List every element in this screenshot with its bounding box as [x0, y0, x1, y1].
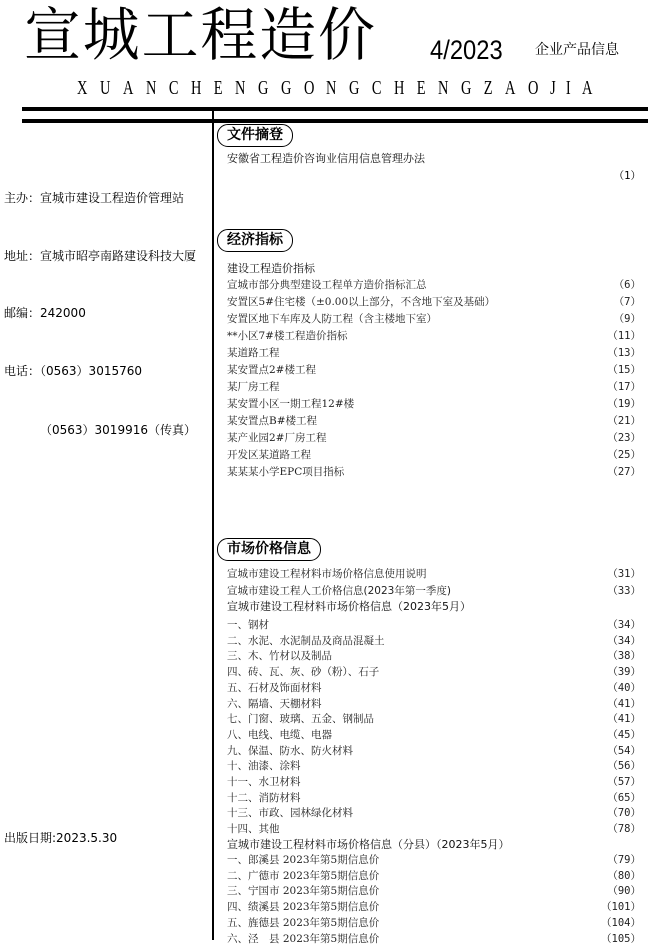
toc-entry[interactable]: [227, 430, 641, 446]
fax-value: （0563）3019916（传真）: [40, 423, 196, 437]
toc-entry[interactable]: [227, 648, 641, 664]
dot-leader: [355, 805, 605, 821]
dot-leader: [376, 711, 605, 727]
toc-entry-title: 十一、水卫材料: [227, 776, 301, 788]
sponsor-value: 宣城市建设工程造价管理站: [40, 191, 185, 205]
toc-entry-title: 宣城市建设工程人工价格信息(2023年第一季度): [227, 584, 451, 597]
toc-entry[interactable]: [227, 790, 641, 806]
dot-leader: [313, 447, 605, 463]
pinyin-letter: E: [213, 77, 223, 99]
toc-entry[interactable]: [227, 680, 641, 696]
toc-page-number: （11）: [607, 330, 641, 342]
masthead-rule-top: [22, 107, 648, 111]
toc-entry[interactable]: [227, 464, 641, 480]
pinyin-letter: C: [168, 77, 179, 99]
toc-entry-title: 一、钢材: [227, 619, 269, 631]
toc-entry-title: 三、木、竹材以及制品: [227, 650, 332, 663]
phone-label: 电话：: [4, 364, 41, 378]
dot-leader: [303, 790, 606, 806]
toc-entry[interactable]: [227, 883, 641, 899]
toc-page-number: （39）: [607, 666, 641, 679]
pinyin-letter: Z: [483, 77, 493, 99]
dot-leader: [355, 743, 605, 759]
toc-entry-title: 开发区某道路工程: [227, 449, 311, 461]
dot-leader: [318, 362, 605, 378]
toc-entry-title: 十、油漆、涂料: [227, 760, 301, 773]
sponsor-info: [4, 190, 184, 206]
toc-page-number: （27）: [607, 466, 641, 478]
postcode-info: [4, 305, 86, 321]
issue-tag: 企业产品信息: [535, 42, 619, 58]
toc-entry[interactable]: [227, 617, 641, 633]
toc-page-number: （78）: [607, 823, 641, 836]
toc-page-number: （38）: [607, 650, 641, 663]
toc-page-number: （57）: [607, 776, 641, 788]
dot-leader: [387, 633, 606, 649]
publish-date-value: 2023.5.30: [56, 831, 118, 845]
toc-entry-title: 某厂房工程: [227, 381, 280, 393]
dot-leader: [381, 852, 605, 868]
toc-entry[interactable]: [227, 758, 641, 774]
dot-leader: [334, 727, 605, 743]
toc-entry[interactable]: [227, 696, 641, 712]
toc-entry-title: 三、宁国市 2023年第5期信息价: [227, 885, 380, 898]
toc-entry[interactable]: [227, 566, 641, 582]
pinyin-letter: N: [438, 77, 449, 99]
pinyin-letter: O: [527, 77, 539, 99]
pinyin-letter: J: [549, 77, 556, 99]
toc-page-number: （41）: [607, 697, 641, 710]
toc-entry-title: 四、绩溪县 2023年第5期信息价: [227, 901, 380, 914]
dot-leader: [429, 566, 606, 582]
toc-page-number: （34）: [607, 634, 641, 647]
phone-value: （0563）3015760: [40, 364, 142, 378]
dot-leader: [319, 413, 605, 429]
pinyin-letter: E: [417, 77, 426, 99]
city-price-heading: 宣城市建设工程材料市场价格信息（2023年5月）: [227, 600, 471, 613]
dot-leader: [303, 774, 606, 790]
toc-entry[interactable]: [227, 633, 641, 649]
dot-leader: [453, 583, 605, 599]
magazine-title: 宣城工程造价: [24, 1, 377, 69]
dot-leader: [328, 430, 605, 446]
publish-date-label: 出版日期:: [4, 831, 57, 845]
toc-entry-title: **小区7#楼工程造价指标: [227, 330, 348, 342]
dot-leader: [324, 680, 606, 696]
toc-entry[interactable]: [227, 727, 641, 743]
toc-entry[interactable]: [227, 447, 641, 463]
address-info: [4, 248, 196, 264]
column-divider: [212, 111, 214, 940]
toc-entry-leader[interactable]: [227, 167, 641, 183]
toc-entry-title: 某安置点2#楼工程: [227, 364, 316, 376]
address-label: 地址：: [4, 249, 41, 263]
toc-page-number: （54）: [607, 744, 641, 757]
toc-entry-title: 某安置小区一期工程12#楼: [227, 398, 355, 410]
toc-entry[interactable]: [227, 413, 641, 429]
dot-leader: [346, 464, 605, 480]
dot-leader: [349, 328, 605, 344]
pinyin-letter: G: [461, 77, 472, 99]
pinyin-letter: I: [566, 77, 571, 99]
toc-page-number: （6）: [613, 279, 641, 291]
pinyin-letter: X: [77, 77, 88, 99]
toc-page-number: （21）: [607, 415, 641, 427]
toc-entry[interactable]: [227, 852, 641, 868]
toc-entry-title: 八、电线、电缆、电器: [227, 728, 332, 741]
toc-entry[interactable]: [227, 277, 641, 293]
toc-entry-title: 四、砖、瓦、灰、砂（粉）、石子: [227, 666, 380, 679]
toc-page-number: （104）: [601, 916, 641, 929]
toc-page-number: （33）: [607, 584, 641, 597]
county-price-heading: 宣城市建设工程材料市场价格信息（分县）（2023年5月）: [227, 838, 510, 851]
dot-leader: [497, 294, 612, 310]
dot-leader: [381, 915, 599, 931]
toc-entry[interactable]: [227, 774, 641, 790]
dot-leader: [282, 379, 606, 395]
dot-leader: [439, 311, 612, 327]
dot-leader: [282, 345, 606, 361]
toc-entry-title: 宣城市建设工程材料市场价格信息使用说明: [227, 568, 427, 580]
issue-number: 4/2023: [430, 35, 503, 65]
toc-entry[interactable]: [227, 379, 641, 395]
address-value: 宣城市昭亭南路建设科技大厦: [40, 249, 197, 263]
fax-info: [40, 422, 196, 438]
toc-entry-title: 安置区5#住宅楼（±0.00以上部分，不含地下室及基础）: [227, 296, 496, 308]
pinyin-letter: H: [394, 77, 405, 99]
dot-leader: [271, 617, 605, 633]
pinyin-letter: N: [145, 77, 157, 99]
pinyin-letter: G: [349, 77, 360, 99]
toc-entry[interactable]: [227, 821, 641, 837]
toc-entry[interactable]: [227, 396, 641, 412]
dot-leader: [381, 868, 605, 884]
toc-page-number: （7）: [613, 296, 641, 308]
dot-leader: [324, 696, 606, 712]
section-label-market: 市场价格信息: [217, 538, 321, 561]
toc-page-number: （25）: [607, 449, 641, 461]
toc-entry-title: 某安置点B#楼工程: [227, 415, 318, 427]
toc-entry-title: 安置区地下车库及人防工程（含主楼地下室）: [227, 313, 437, 325]
toc-page-number: （41）: [607, 713, 641, 726]
dot-leader: [303, 758, 606, 774]
toc-entry-title: 某某某小学EPC项目指标: [227, 466, 345, 478]
toc-entry-title: 五、旌德县 2023年第5期信息价: [227, 916, 380, 929]
toc-entry[interactable]: [227, 899, 641, 915]
pinyin-letter: N: [326, 77, 337, 99]
postcode-label: 邮编：: [4, 306, 41, 320]
toc-page-number: （13）: [607, 347, 641, 359]
toc-page-number: （80）: [607, 869, 641, 882]
toc-entry-title: 六、隔墙、天棚材料: [227, 697, 322, 710]
dot-leader: [282, 821, 606, 837]
toc-entry[interactable]: [227, 311, 641, 327]
section-label-digest: 文件摘登: [217, 124, 293, 147]
toc-entry[interactable]: [227, 805, 641, 821]
toc-entry[interactable]: [227, 328, 641, 344]
toc-page-number: （15）: [607, 364, 641, 376]
pinyin-letter: N: [234, 77, 245, 99]
dot-leader: [381, 664, 605, 680]
toc-page-number: （9）: [613, 313, 641, 325]
toc-entry[interactable]: [227, 294, 641, 310]
toc-entry-title: 某道路工程: [227, 347, 280, 359]
pinyin-letter: A: [582, 77, 593, 99]
toc-entry[interactable]: [227, 664, 641, 680]
toc-entry[interactable]: [227, 345, 641, 361]
toc-entry-title: 宣城市部分典型建设工程单方造价指标汇总: [227, 279, 427, 291]
toc-entry[interactable]: [227, 868, 641, 884]
pinyin-letter: U: [100, 77, 111, 99]
toc-page-number: （1）: [613, 169, 641, 182]
toc-page-number: （17）: [607, 381, 641, 393]
publish-date-info: [4, 830, 117, 846]
toc-entry-title: 二、水泥、水泥制品及商品混凝土: [227, 634, 385, 647]
subsection-heading: 建设工程造价指标: [227, 262, 315, 275]
pinyin-letter: H: [190, 77, 202, 99]
pinyin-subtitle: [75, 76, 595, 100]
toc-page-number: （31）: [607, 568, 641, 580]
postcode-value: 242000: [40, 306, 86, 320]
toc-entry[interactable]: [227, 931, 641, 947]
toc-entry-title: 六、泾 县 2023年第5期信息价: [227, 932, 380, 945]
toc-page-number: （70）: [607, 807, 641, 820]
toc-entry-title: 某产业园2#厂房工程: [227, 432, 327, 444]
masthead-rule-bottom: [22, 119, 648, 123]
toc-entry-title: 一、郎溪县 2023年第5期信息价: [227, 854, 380, 866]
pinyin-letter: A: [504, 77, 516, 99]
toc-entry-title: 二、广德市 2023年第5期信息价: [227, 869, 380, 882]
pinyin-letter: O: [303, 77, 314, 99]
toc-page-number: （79）: [607, 854, 641, 866]
toc-page-number: （34）: [607, 619, 641, 631]
toc-page-number: （23）: [607, 432, 641, 444]
toc-page-number: （40）: [607, 681, 641, 694]
toc-entry[interactable]: [227, 583, 641, 599]
pinyin-letter: G: [257, 77, 268, 99]
dot-leader: [334, 648, 605, 664]
toc-entry-title: 七、门窗、玻璃、五金、钢制品: [227, 713, 374, 726]
section-label-economic: 经济指标: [217, 229, 293, 252]
toc-page-number: （56）: [607, 760, 641, 773]
toc-entry[interactable]: [227, 915, 641, 931]
dot-leader: [356, 396, 605, 412]
toc-entry[interactable]: [227, 711, 641, 727]
toc-entry[interactable]: [227, 743, 641, 759]
toc-page-number: （105）: [601, 932, 641, 945]
toc-page-number: （45）: [607, 728, 641, 741]
dot-leader: [429, 277, 612, 293]
toc-entry-title[interactable]: 安徽省工程造价咨询业信用信息管理办法: [227, 152, 425, 165]
dot-leader: [381, 883, 605, 899]
toc-page-number: （19）: [607, 398, 641, 410]
pinyin-letter: C: [372, 77, 382, 99]
toc-entry-title: 九、保温、防水、防火材料: [227, 744, 353, 757]
toc-page-number: （90）: [607, 885, 641, 898]
phone-info: [4, 363, 142, 379]
dot-leader: [227, 167, 612, 183]
dot-leader: [381, 899, 599, 915]
toc-entry-title: 十三、市政、园林绿化材料: [227, 807, 353, 820]
pinyin-letter: G: [280, 77, 291, 99]
toc-entry-title: 十二、消防材料: [227, 791, 301, 804]
toc-page-number: （101）: [601, 901, 641, 914]
sponsor-label: 主办：: [4, 191, 41, 205]
toc-page-number: （65）: [607, 791, 641, 804]
toc-entry[interactable]: [227, 362, 641, 378]
toc-entry-title: 五、石材及饰面材料: [227, 681, 322, 694]
toc-entry-title: 十四、其他: [227, 823, 280, 836]
dot-leader: [381, 931, 599, 947]
pinyin-letter: A: [122, 77, 134, 99]
